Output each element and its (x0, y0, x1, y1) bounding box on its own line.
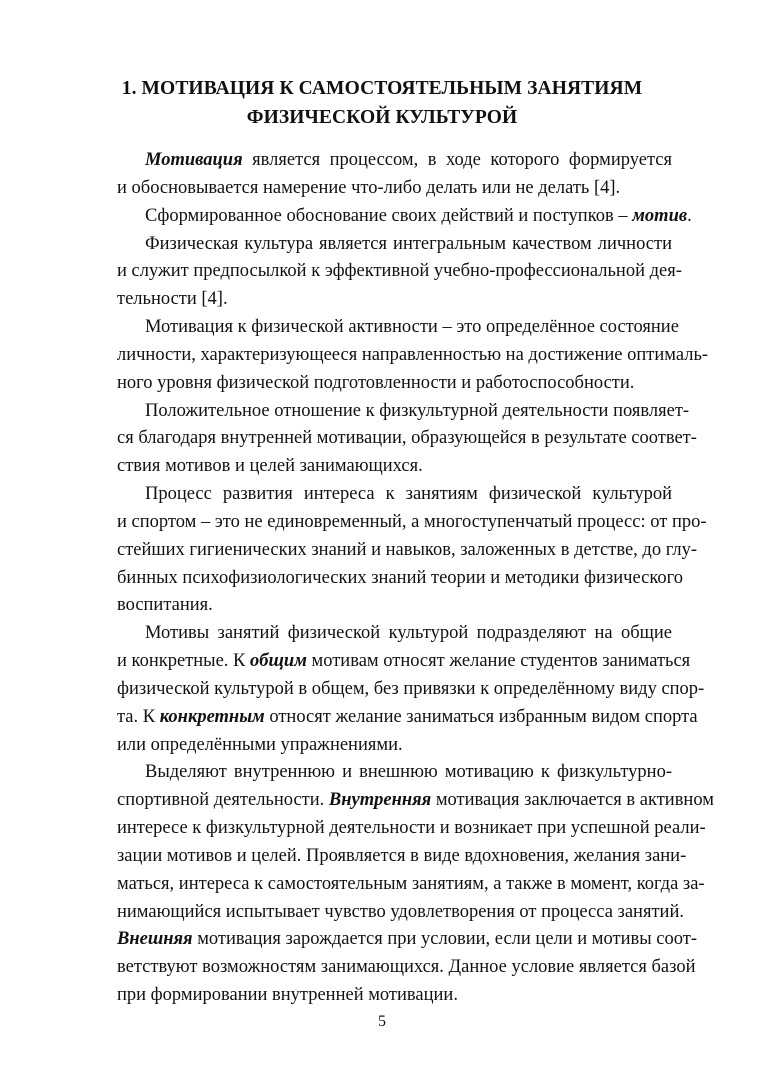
term-external: Внешняя (117, 929, 193, 950)
paragraph-1-line-1: Мотивация является процессом, в ходе которого формируется (145, 150, 672, 170)
chapter-title (0, 74, 764, 132)
paragraph-8-line-2: спортивной деятельности. Внутренняя мотивация заключается в активном (117, 790, 714, 811)
paragraph-3-line-3: тельности [4]. (117, 289, 228, 310)
paragraph-8-line-1: Выделяют внутреннюю и внешнюю мотивацию к физкультурно- (145, 762, 672, 783)
paragraph-8-line-7: Внешняя мотивация зарождается при условии, если цели и мотивы соот- (117, 929, 698, 950)
paragraph-3-line-1: Физическая культура является интегральным качеством личности (145, 233, 672, 254)
paragraph-8-line-6: нимающийся испытывает чувство удовлетворения от процесса занятий. (117, 901, 684, 922)
paragraph-7-line-2: и конкретные. К общим мотивам относят желание студентов заниматься (117, 651, 691, 671)
paragraph-7-line-1: Мотивы занятий физической культурой подразделяют на общие (145, 623, 672, 644)
paragraph-4-line-3: ного уровня физической подготовленности и работоспособности. (117, 372, 635, 393)
chapter-title-line-2: ФИЗИЧЕСКОЙ КУЛЬТУРОЙ (246, 107, 518, 128)
paragraph-3-line-2: и служит предпосылкой к эффективной учебно-профессиональной дея- (117, 261, 682, 282)
paragraph-8-line-8: ветствуют возможностям занимающихся. Данное условие является базой (117, 957, 696, 978)
paragraph-6-line-1: Процесс развития интереса к занятиям физической культурой (145, 484, 672, 504)
paragraph-5-line-2: ся благодаря внутренней мотивации, образующейся в результате соответ- (117, 428, 697, 449)
term-specific: конкретным (159, 706, 265, 727)
paragraph-5-line-1: Положительное отношение к физкультурной деятельности появляет- (145, 400, 690, 421)
paragraph-8-line-5: маться, интереса к самостоятельным занятиям, а также в момент, когда за- (117, 873, 705, 894)
paragraph-8-line-9: при формировании внутренней мотивации. (117, 985, 458, 1005)
term-general: общим (250, 651, 307, 671)
paragraph-4-line-1: Мотивация к физической активности – это определённое состояние (145, 317, 679, 337)
page-number: 5 (378, 1013, 386, 1030)
paragraph-7-line-4: та. К конкретным относят желание заниматься избранным видом спорта (117, 706, 698, 727)
paragraph-1-line-2: и обосновывается намерение что-либо делать или не делать [4]. (117, 177, 621, 198)
paragraph-6-line-5: воспитания. (117, 595, 213, 616)
paragraph-6-line-2: и спортом – это не единовременный, а многоступенчатый процесс: от про- (117, 511, 707, 532)
chapter-title-line-1: 1. МОТИВАЦИЯ К САМОСТОЯТЕЛЬНЫМ ЗАНЯТИЯМ (121, 78, 643, 99)
term-motivation: Мотивация (145, 150, 243, 170)
paragraph-4-line-2: личности, характеризующееся направленностью на достижение оптималь- (117, 344, 709, 365)
term-motive: мотив (632, 205, 688, 226)
term-internal: Внутренняя (328, 790, 432, 811)
paragraph-6-line-3: стейших гигиенических знаний и навыков, заложенных в детстве, до глу- (117, 539, 698, 560)
paragraph-6-line-4: бинных психофизиологических знаний теории и методики физического (117, 567, 684, 588)
paragraph-7-line-5: или определёнными упражнениями. (117, 734, 403, 755)
paragraph-2-line-1: Сформированное обоснование своих действий и поступков – мотив. (145, 205, 692, 226)
paragraph-5-line-3: ствия мотивов и целей занимающихся. (117, 456, 423, 477)
paragraph-8-line-4: зации мотивов и целей. Проявляется в виде вдохновения, желания зани- (117, 845, 687, 866)
paragraph-8-line-3: интересе к физкультурной деятельности и возникает при успешной реали- (117, 818, 706, 838)
paragraph-7-line-3: физической культурой в общем, без привязки к определённому виду спор- (117, 678, 705, 699)
